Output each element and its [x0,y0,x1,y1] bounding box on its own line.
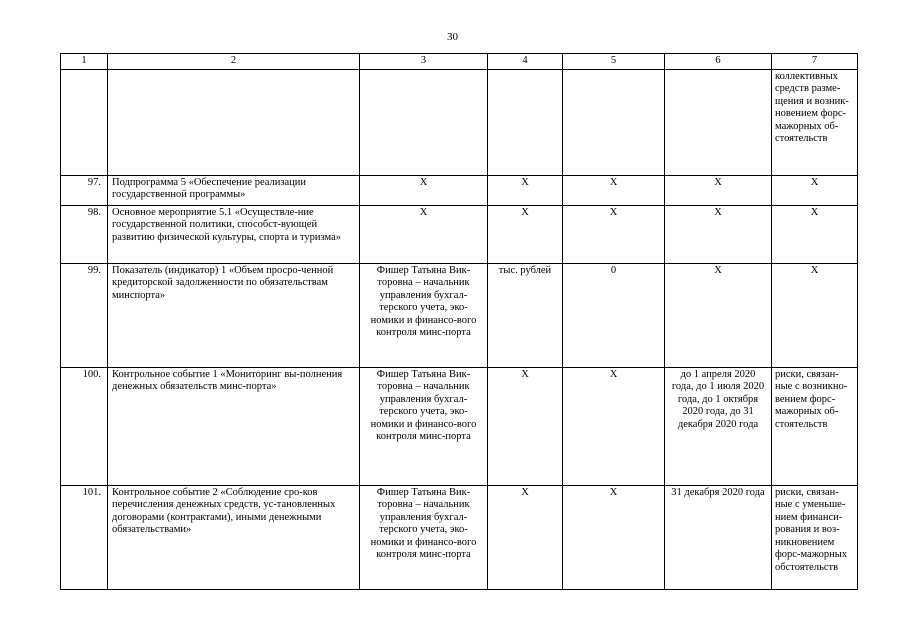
deadline: Х [665,263,772,367]
header-cell-7: 7 [772,54,858,70]
risks: Х [772,263,858,367]
responsible-person: Фишер Татьяна Вик-торовна – начальник управления бухгал-терского учета, эко-номики и финансо-вого контроля минс-порта [360,263,488,367]
page-number: 30 [447,31,458,43]
deadline [665,69,772,175]
risks: Х [772,205,858,263]
target-value [563,69,665,175]
risks: Х [772,175,858,205]
table-row [61,175,858,205]
target-value: Х [563,205,665,263]
measure-name: Контрольное событие 1 «Мониторинг вы-полнения денежных обязательств минс-порта» [108,367,360,485]
header-cell-5: 5 [563,54,665,70]
unit-of-measure: Х [488,175,563,205]
measures-table [60,53,858,590]
risks: коллективных средств разме-щения и возник-новением форс-мажорных об-стоятельств [772,69,858,175]
header-cell-2: 2 [108,54,360,70]
unit-of-measure [488,69,563,175]
deadline: 31 декабря 2020 года [665,485,772,589]
target-value: Х [563,367,665,485]
row-number [61,69,108,175]
measure-name: Подпрограмма 5 «Обеспечение реализации государственной программы» [108,175,360,205]
responsible-person: Фишер Татьяна Вик-торовна – начальник управления бухгал-терского учета, эко-номики и финансо-вого контроля минс-порта [360,485,488,589]
deadline: до 1 апреля 2020 года, до 1 июля 2020 года, до 1 октября 2020 года, до 31 декабря 2020 года [665,367,772,485]
deadline: Х [665,205,772,263]
unit-of-measure: тыс. рублей [488,263,563,367]
table-row [61,367,858,485]
responsible-person: Х [360,175,488,205]
table-row [61,69,858,175]
header-cell-3: 3 [360,54,488,70]
risks: риски, связан-ные с возникно-вением форс-мажорных об-стоятельств [772,367,858,485]
target-value: Х [563,485,665,589]
header-cell-4: 4 [488,54,563,70]
row-number: 99. [61,263,108,367]
risks: риски, связан-ные с уменьше-нием финанси-рования и воз-никновением форс-мажорных обстоятельств [772,485,858,589]
measure-name: Контрольное событие 2 «Соблюдение сро-ков перечисления денежных средств, ус-тановленных договорами (контрактами), иными денежными обязательствами» [108,485,360,589]
unit-of-measure: Х [488,485,563,589]
responsible-person: Фишер Татьяна Вик-торовна – начальник управления бухгал-терского учета, эко-номики и финансо-вого контроля минс-порта [360,367,488,485]
measure-name: Основное мероприятие 5.1 «Осуществле-ние государственной политики, способст-вующей развитию физической культуры, спорта и туризма» [108,205,360,263]
row-number: 100. [61,367,108,485]
row-number: 101. [61,485,108,589]
target-value: Х [563,175,665,205]
header-row [61,54,858,70]
responsible-person [360,69,488,175]
responsible-person: Х [360,205,488,263]
row-number: 98. [61,205,108,263]
table-row [61,485,858,589]
target-value: 0 [563,263,665,367]
measure-name [108,69,360,175]
table-row [61,205,858,263]
header-cell-6: 6 [665,54,772,70]
row-number: 97. [61,175,108,205]
deadline: Х [665,175,772,205]
table-row [61,263,858,367]
measure-name: Показатель (индикатор) 1 «Объем просро-ченной кредиторской задолженности по обязательствам минспорта» [108,263,360,367]
unit-of-measure: Х [488,205,563,263]
unit-of-measure: Х [488,367,563,485]
header-cell-1: 1 [61,54,108,70]
